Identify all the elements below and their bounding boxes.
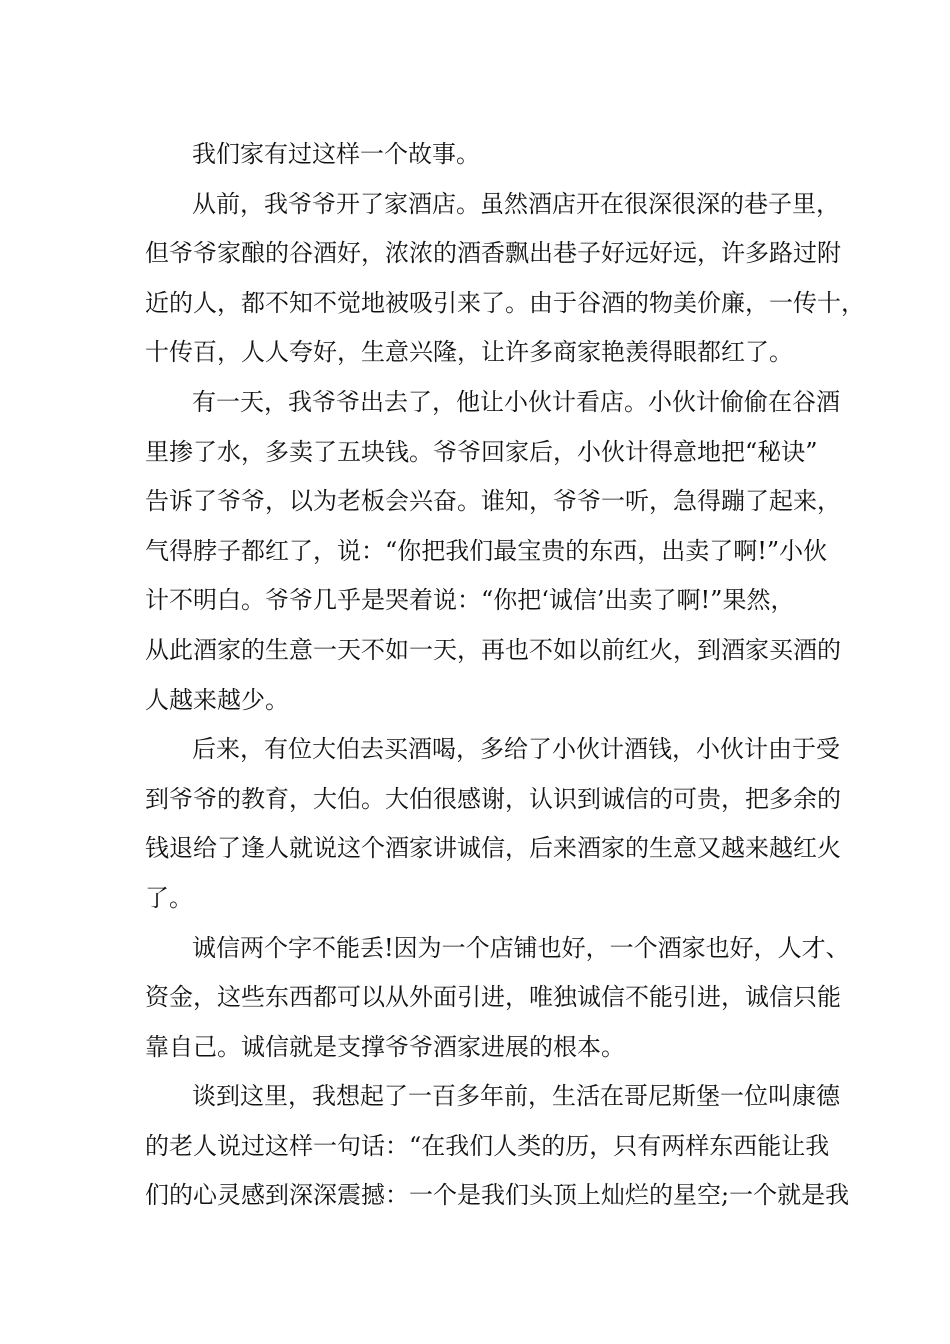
text-line: 我们家有过这样一个故事。: [192, 140, 480, 168]
text-line: 谈到这里，我想起了一百多年前，生活在哥尼斯堡一位叫康德: [192, 1082, 840, 1111]
text-line: 诚信两个字不能丢!因为一个店铺也好，一个酒家也好，人才、: [192, 933, 850, 962]
text-line: 靠自己。诚信就是支撑爷爷酒家进展的根本。: [145, 1032, 625, 1061]
text-line: 里掺了水，多卖了五块钱。爷爷回家后，小伙计得意地把“秘诀”: [145, 437, 818, 466]
text-line: 从前，我爷爷开了家酒店。虽然酒店开在很深很深的巷子里，: [192, 189, 840, 218]
paragraph-6: [145, 1072, 850, 1221]
paragraph-4: [145, 725, 841, 923]
text-line: 们的心灵感到深深震撼：一个是我们头顶上灿烂的星空;一个就是我: [145, 1181, 850, 1210]
text-line: 有一天，我爷爷出去了，他让小伙计看店。小伙计偷偷在谷酒: [192, 387, 840, 416]
text-line: 资金，这些东西都可以从外面引进，唯独诚信不能引进，诚信只能: [145, 983, 841, 1012]
text-line: 后来，有位大伯去买酒喝，多给了小伙计酒钱，小伙计由于受: [192, 735, 840, 764]
text-line: 钱退给了逢人就说这个酒家讲诚信，后来酒家的生意又越来越红火: [145, 834, 841, 863]
text-line: 近的人，都不知不觉地被吸引来了。由于谷酒的物美价廉，一传十，: [145, 288, 865, 317]
text-line: 但爷爷家酿的谷酒好，浓浓的酒香飘出巷子好远好远，许多路过附: [145, 239, 841, 268]
paragraph-1: [145, 130, 825, 180]
document-body: [145, 130, 865, 1221]
paragraph-5: [145, 924, 850, 1073]
paragraph-2: [145, 180, 865, 378]
text-line: 告诉了爷爷，以为老板会兴奋。谁知，爷爷一听，急得蹦了起来，: [145, 487, 841, 516]
text-line: 的老人说过这样一句话：“在我们人类的历，只有两样东西能让我: [145, 1131, 830, 1160]
text-line: 计不明白。爷爷几乎是哭着说：“你把‘诚信’出卖了啊!”果然，: [145, 586, 795, 615]
text-line: 到爷爷的教育，大伯。大伯很感谢，认识到诚信的可贵，把多余的: [145, 784, 841, 813]
text-line: 了。: [145, 883, 193, 912]
text-line: 从此酒家的生意一天不如一天，再也不如以前红火，到酒家买酒的: [145, 635, 841, 664]
text-line: 气得脖子都红了，说：“你把我们最宝贵的东西，出卖了啊!”小伙: [145, 536, 828, 565]
paragraph-3: [145, 378, 841, 725]
text-line: 人越来越少。: [145, 685, 289, 714]
text-line: 十传百，人人夸好，生意兴隆，让许多商家艳羡得眼都红了。: [145, 338, 793, 367]
